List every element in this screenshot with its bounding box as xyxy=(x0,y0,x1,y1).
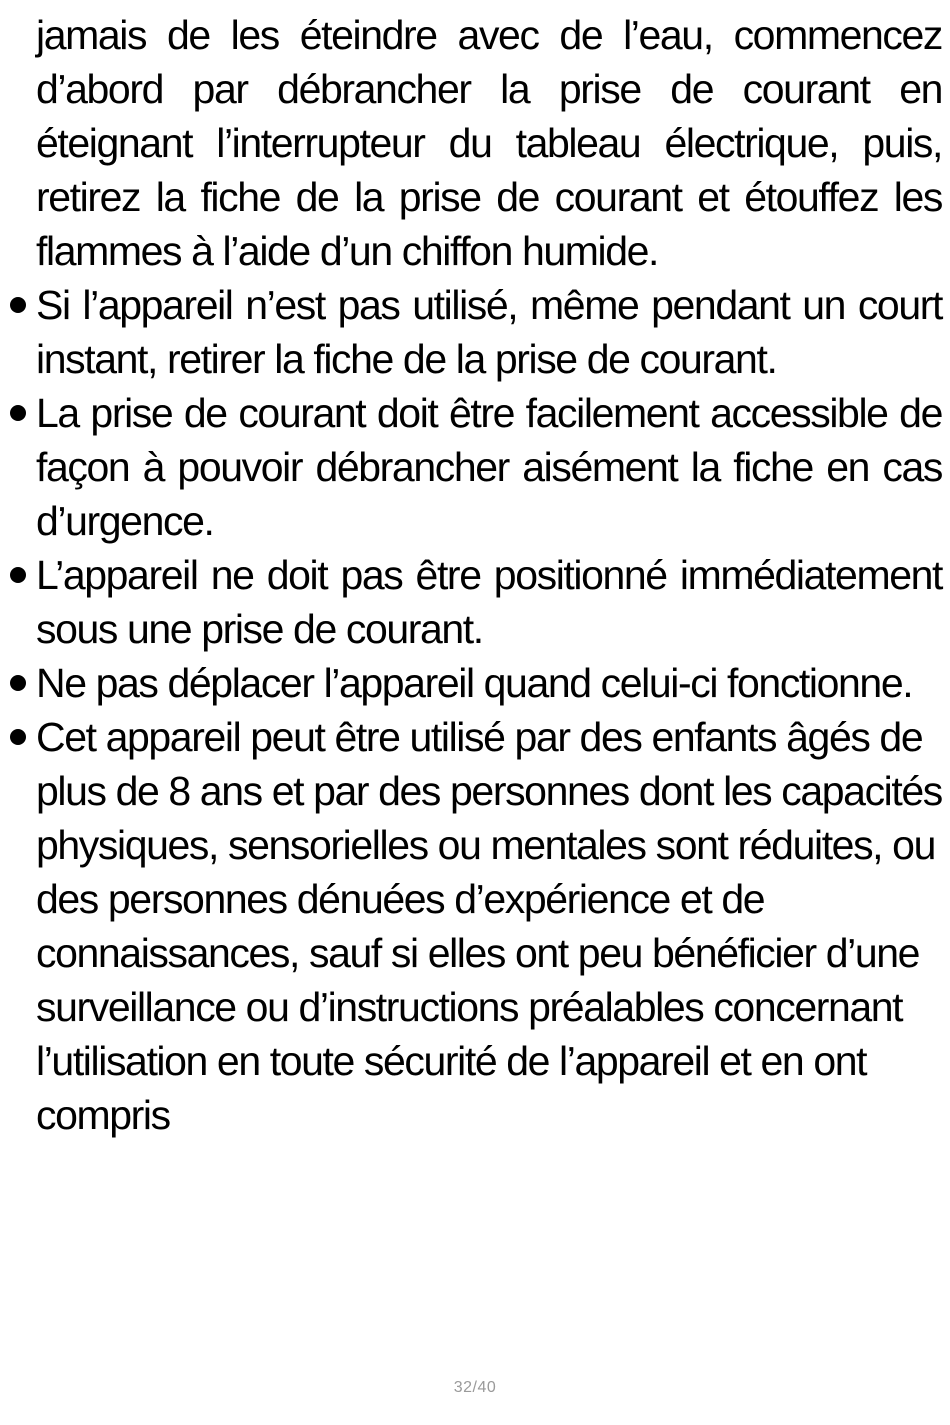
bullet-text: L’appareil ne doit pas être positionné immédiatement sous une prise de courant. xyxy=(36,552,942,652)
bullet-item xyxy=(36,548,942,656)
bullet-text: Cet appareil peut être utilisé par des enfants âgés de plus de 8 ans et par des personnes dont les capacités physiques, sensorielles ou mentales sont réduites, ou des personnes dénuées d’expérience et de connaissances, sauf si elles ont peu bénéficier d’une surveillance ou d’instructions préalables concernant l’utilisation en toute sécurité de l’appareil et en ont compris xyxy=(36,714,942,1138)
bullet-item xyxy=(36,278,942,386)
continued-paragraph: jamais de les éteindre avec de l’eau, commencez d’abord par débrancher la prise de courant en éteignant l’interrupteur du tableau électrique, puis, retirez la fiche de la prise de courant et étouffez les flammes à l’aide d’un chiffon humide. xyxy=(36,12,942,274)
bullet-icon xyxy=(10,675,26,691)
page-number: 32/40 xyxy=(453,1379,497,1396)
bullet-icon xyxy=(10,567,26,583)
safety-instructions xyxy=(36,8,942,1142)
bullet-icon xyxy=(10,297,26,313)
bullet-item xyxy=(36,386,942,548)
bullet-item xyxy=(36,710,942,1142)
bullet-text: Si l’appareil n’est pas utilisé, même pendant un court instant, retirer la fiche de la prise de courant. xyxy=(36,282,942,382)
bullet-text: La prise de courant doit être facilement accessible de façon à pouvoir débrancher aisément la fiche en cas d’urgence. xyxy=(36,390,942,544)
bullet-text: Ne pas déplacer l’appareil quand celui-ci fonctionne. xyxy=(36,660,913,706)
bullet-icon xyxy=(10,729,26,745)
bullet-item xyxy=(36,656,942,710)
bullet-icon xyxy=(10,405,26,421)
